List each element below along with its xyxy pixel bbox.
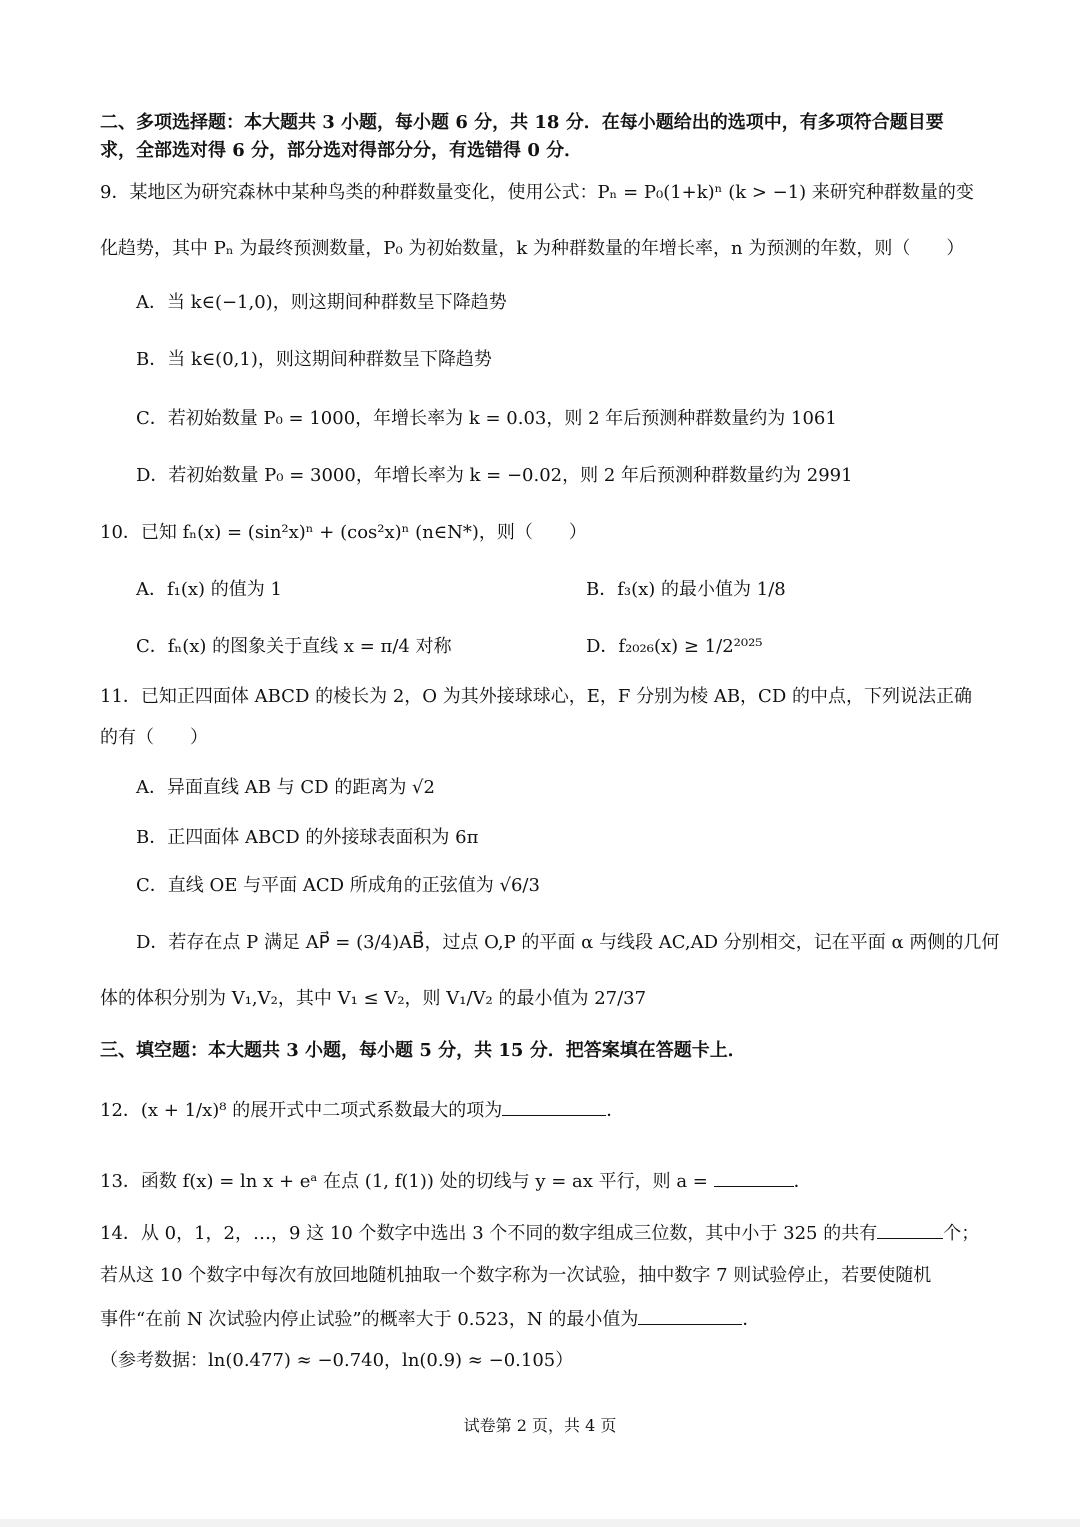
q14-answer-blank-2[interactable] — [638, 1306, 742, 1325]
q10-option-d: D．f₂₀₂₆(x) ≥ 1/2²⁰²⁵ — [586, 636, 763, 657]
page-footer: 试卷第 2 页，共 4 页 — [463, 1416, 617, 1435]
q11-option-c: C．直线 OE 与平面 ACD 所成角的正弦值为 √6/3 — [136, 875, 540, 896]
section2-heading-line1: 二、多项选择题：本大题共 3 小题，每小题 6 分，共 18 分．在每小题给出的选项中，有多项符合题目要 — [100, 112, 944, 133]
q9-option-a: A．当 k∈(−1,0)，则这期间种群数呈下降趋势 — [136, 292, 507, 313]
q12-line — [100, 1097, 990, 1124]
q14-stem-c: 事件“在前 N 次试验内停止试验”的概率大于 0.523，N 的最小值为 — [100, 1309, 639, 1330]
q14-line2: 若从这 10 个数字中每次有放回地随机抽取一个数字称为一次试验，抽中数字 7 则试验停止，若要使随机 — [100, 1265, 932, 1286]
q13-stem: 13．函数 f(x) = ln x + eᵃ 在点 (1, f(1)) 处的切线与 y = ax 平行，则 a = — [100, 1171, 708, 1192]
q13-end: ． — [793, 1171, 812, 1192]
q10-option-b: B．f₃(x) 的最小值为 1/8 — [586, 579, 786, 600]
q9-option-d: D．若初始数量 P₀ = 3000，年增长率为 k = −0.02，则 2 年后预测种群数量约为 2991 — [136, 465, 853, 486]
q11-option-b: B．正四面体 ABCD 的外接球表面积为 6π — [136, 827, 479, 848]
q13-line — [100, 1168, 990, 1195]
q10-option-a: A．f₁(x) 的值为 1 — [136, 579, 282, 600]
q14-line1 — [100, 1220, 990, 1247]
q14-end: ． — [742, 1309, 761, 1330]
q12-stem: 12．(x + 1/x)⁸ 的展开式中二项式系数最大的项为 — [100, 1100, 503, 1121]
q11-stem-line2: 的有（ ） — [100, 727, 208, 748]
section2-heading-line2: 求，全部选对得 6 分，部分选对得部分分，有选错得 0 分． — [100, 140, 583, 161]
q14-stem-a: 14．从 0，1，2，…，9 这 10 个数字中选出 3 个不同的数字组成三位数，其中小于 325 的共有 — [100, 1223, 878, 1244]
section3-heading: 三、填空题：本大题共 3 小题，每小题 5 分，共 15 分．把答案填在答题卡上． — [100, 1040, 746, 1061]
q12-end: ． — [606, 1100, 625, 1121]
q10-stem: 10．已知 fₙ(x) = (sin²x)ⁿ + (cos²x)ⁿ (n∈N*)，则（ ） — [100, 522, 587, 543]
q11-option-d-line2: 体的体积分别为 V₁,V₂，其中 V₁ ≤ V₂，则 V₁/V₂ 的最小值为 27/37 — [100, 988, 647, 1009]
q11-option-d-line1: D．若存在点 P 满足 AP⃗ = (3/4)AB⃗，过点 O,P 的平面 α 与线段 AC,AD 分别相交，记在平面 α 两侧的几何 — [136, 932, 1000, 953]
q11-option-a: A．异面直线 AB 与 CD 的距离为 √2 — [136, 777, 435, 798]
q11-stem-line1: 11．已知正四面体 ABCD 的棱长为 2，O 为其外接球球心，E，F 分别为棱 AB，CD 的中点，下列说法正确 — [100, 686, 972, 707]
q14-line3 — [100, 1306, 990, 1333]
q9-option-c: C．若初始数量 P₀ = 1000，年增长率为 k = 0.03，则 2 年后预测种群数量约为 1061 — [136, 408, 837, 429]
q9-stem-line2: 化趋势，其中 Pₙ 为最终预测数量，P₀ 为初始数量，k 为种群数量的年增长率，n 为预测的年数，则（ ） — [100, 238, 965, 259]
q14-stem-b: 个； — [943, 1223, 980, 1244]
q13-answer-blank[interactable] — [714, 1168, 794, 1187]
bottom-edge — [0, 1519, 1080, 1527]
q12-answer-blank[interactable] — [502, 1097, 606, 1116]
q9-stem-line1: 9．某地区为研究森林中某种鸟类的种群数量变化，使用公式：Pₙ = P₀(1+k)ⁿ (k > −1) 来研究种群数量的变 — [100, 182, 974, 203]
q14-reference-data: （参考数据：ln(0.477) ≈ −0.740，ln(0.9) ≈ −0.105） — [100, 1350, 574, 1371]
q14-answer-blank-1[interactable] — [877, 1220, 943, 1239]
q9-option-b: B．当 k∈(0,1)，则这期间种群数呈下降趋势 — [136, 349, 492, 370]
q10-option-c: C．fₙ(x) 的图象关于直线 x = π/4 对称 — [136, 636, 452, 657]
